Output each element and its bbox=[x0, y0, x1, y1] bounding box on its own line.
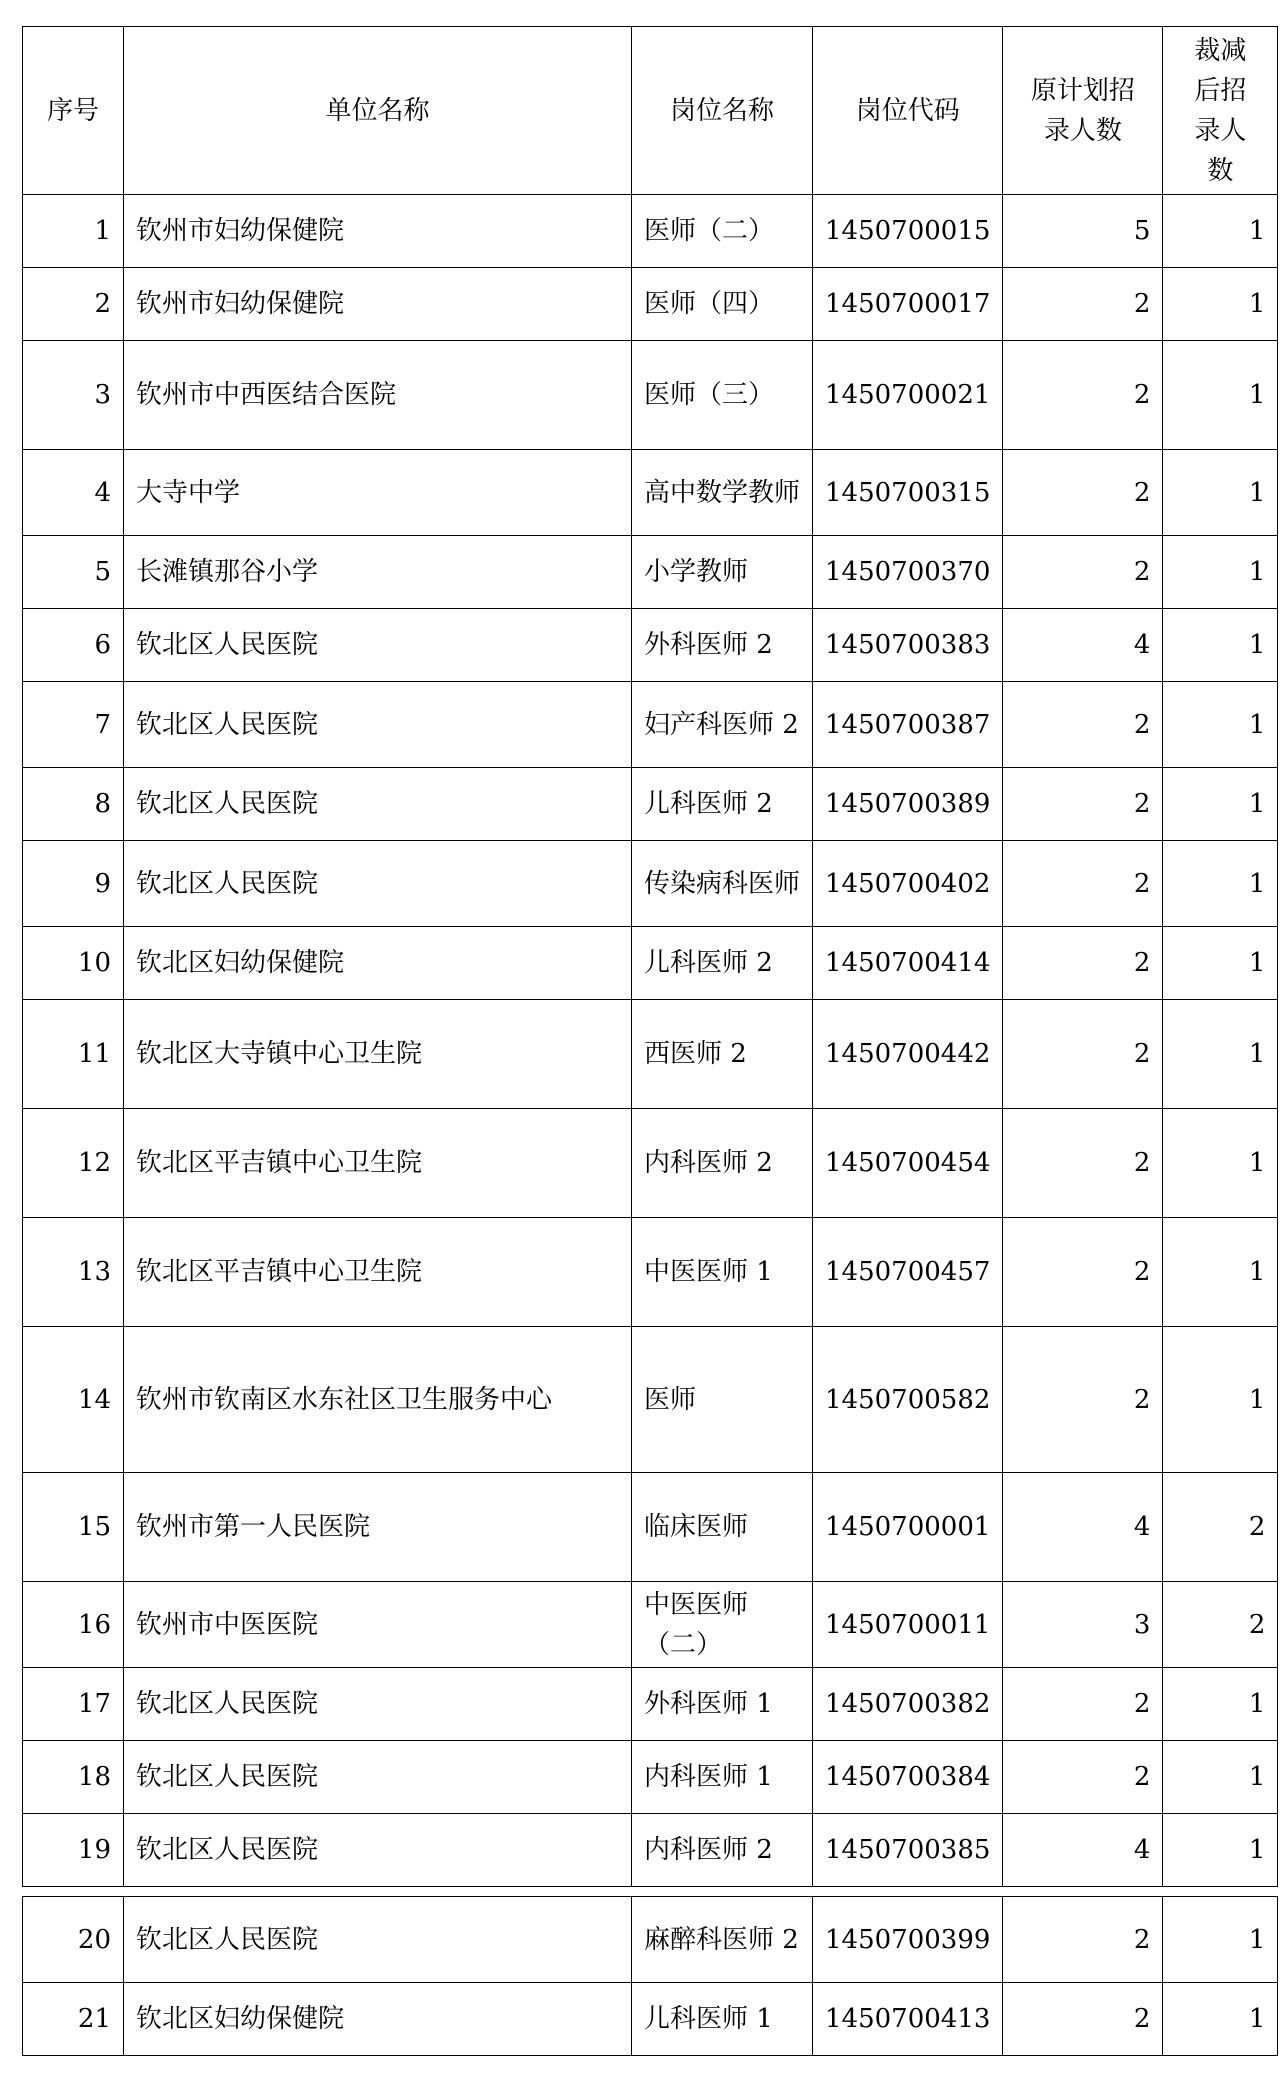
row-post-code: 1450700001 bbox=[813, 1473, 1003, 1582]
row-post-code: 1450700399 bbox=[813, 1897, 1003, 1983]
row-seq: 14 bbox=[23, 1327, 124, 1473]
row-after-count: 1 bbox=[1163, 768, 1278, 841]
row-seq: 9 bbox=[23, 841, 124, 927]
row-unit-name: 钦北区人民医院 bbox=[124, 1814, 632, 1887]
row-post-code: 1450700021 bbox=[813, 341, 1003, 450]
row-post-code: 1450700582 bbox=[813, 1327, 1003, 1473]
row-orig-count: 2 bbox=[1003, 841, 1163, 927]
row-orig-count: 2 bbox=[1003, 1668, 1163, 1741]
row-post-code: 1450700017 bbox=[813, 268, 1003, 341]
row-post-code: 1450700011 bbox=[813, 1582, 1003, 1668]
recruitment-table bbox=[22, 26, 1278, 1887]
row-after-count: 1 bbox=[1163, 927, 1278, 1000]
row-seq: 16 bbox=[23, 1582, 124, 1668]
row-post-code: 1450700402 bbox=[813, 841, 1003, 927]
row-post-name: 中医医师（二） bbox=[632, 1582, 813, 1668]
row-after-count: 1 bbox=[1163, 609, 1278, 682]
row-after-count: 1 bbox=[1163, 268, 1278, 341]
row-after-count: 1 bbox=[1163, 1897, 1278, 1983]
row-post-name: 医师（四） bbox=[632, 268, 813, 341]
table-row bbox=[23, 1814, 1278, 1887]
row-post-code: 1450700387 bbox=[813, 682, 1003, 768]
row-unit-name: 钦北区妇幼保健院 bbox=[124, 927, 632, 1000]
row-orig-count: 4 bbox=[1003, 1814, 1163, 1887]
row-post-code: 1450700385 bbox=[813, 1814, 1003, 1887]
table-row bbox=[23, 450, 1278, 536]
table-row bbox=[23, 682, 1278, 768]
row-orig-count: 4 bbox=[1003, 609, 1163, 682]
row-unit-name: 钦州市妇幼保健院 bbox=[124, 268, 632, 341]
table-row bbox=[23, 927, 1278, 1000]
row-seq: 8 bbox=[23, 768, 124, 841]
row-unit-name: 钦北区人民医院 bbox=[124, 682, 632, 768]
row-orig-count: 2 bbox=[1003, 1000, 1163, 1109]
row-post-name: 儿科医师 2 bbox=[632, 927, 813, 1000]
row-post-name: 内科医师 2 bbox=[632, 1814, 813, 1887]
row-post-name: 儿科医师 2 bbox=[632, 768, 813, 841]
row-after-count: 1 bbox=[1163, 536, 1278, 609]
table-row bbox=[23, 1000, 1278, 1109]
row-post-code: 1450700442 bbox=[813, 1000, 1003, 1109]
row-after-count: 1 bbox=[1163, 195, 1278, 268]
row-after-count: 1 bbox=[1163, 450, 1278, 536]
row-seq: 20 bbox=[23, 1897, 124, 1983]
header-after-count: 裁减后招录人数 bbox=[1163, 27, 1278, 195]
row-orig-count: 2 bbox=[1003, 536, 1163, 609]
row-post-name: 外科医师 2 bbox=[632, 609, 813, 682]
header-post: 岗位名称 bbox=[632, 27, 813, 195]
row-after-count: 1 bbox=[1163, 682, 1278, 768]
row-after-count: 1 bbox=[1163, 1983, 1278, 2056]
row-after-count: 1 bbox=[1163, 1000, 1278, 1109]
row-post-name: 妇产科医师 2 bbox=[632, 682, 813, 768]
row-after-count: 1 bbox=[1163, 841, 1278, 927]
row-seq: 7 bbox=[23, 682, 124, 768]
row-post-code: 1450700382 bbox=[813, 1668, 1003, 1741]
row-post-code: 1450700384 bbox=[813, 1741, 1003, 1814]
row-post-name: 临床医师 bbox=[632, 1473, 813, 1582]
row-post-code: 1450700454 bbox=[813, 1109, 1003, 1218]
row-unit-name: 钦北区妇幼保健院 bbox=[124, 1983, 632, 2056]
row-post-name: 医师 bbox=[632, 1327, 813, 1473]
row-unit-name: 钦北区人民医院 bbox=[124, 841, 632, 927]
row-seq: 11 bbox=[23, 1000, 124, 1109]
row-unit-name: 钦北区人民医院 bbox=[124, 1897, 632, 1983]
table-row bbox=[23, 341, 1278, 450]
row-unit-name: 钦州市钦南区水东社区卫生服务中心 bbox=[124, 1327, 632, 1473]
row-unit-name: 钦州市中西医结合医院 bbox=[124, 341, 632, 450]
row-orig-count: 2 bbox=[1003, 341, 1163, 450]
row-seq: 18 bbox=[23, 1741, 124, 1814]
row-seq: 21 bbox=[23, 1983, 124, 2056]
header-unit: 单位名称 bbox=[124, 27, 632, 195]
table-row bbox=[23, 195, 1278, 268]
table-row bbox=[23, 1668, 1278, 1741]
row-seq: 5 bbox=[23, 536, 124, 609]
row-after-count: 1 bbox=[1163, 341, 1278, 450]
row-post-name: 医师（二） bbox=[632, 195, 813, 268]
row-unit-name: 钦北区人民医院 bbox=[124, 1668, 632, 1741]
row-orig-count: 2 bbox=[1003, 768, 1163, 841]
row-post-code: 1450700370 bbox=[813, 536, 1003, 609]
row-seq: 4 bbox=[23, 450, 124, 536]
row-after-count: 2 bbox=[1163, 1582, 1278, 1668]
row-post-name: 医师（三） bbox=[632, 341, 813, 450]
row-orig-count: 2 bbox=[1003, 1897, 1163, 1983]
row-post-name: 传染病科医师 bbox=[632, 841, 813, 927]
row-orig-count: 2 bbox=[1003, 1741, 1163, 1814]
header-seq: 序号 bbox=[23, 27, 124, 195]
table-row bbox=[23, 1897, 1278, 1983]
table-row bbox=[23, 609, 1278, 682]
table-row bbox=[23, 268, 1278, 341]
row-post-name: 高中数学教师 bbox=[632, 450, 813, 536]
row-post-code: 1450700315 bbox=[813, 450, 1003, 536]
row-after-count: 1 bbox=[1163, 1327, 1278, 1473]
row-post-name: 麻醉科医师 2 bbox=[632, 1897, 813, 1983]
row-seq: 6 bbox=[23, 609, 124, 682]
row-post-code: 1450700414 bbox=[813, 927, 1003, 1000]
row-unit-name: 钦北区人民医院 bbox=[124, 768, 632, 841]
row-seq: 12 bbox=[23, 1109, 124, 1218]
table-row bbox=[23, 768, 1278, 841]
row-orig-count: 5 bbox=[1003, 195, 1163, 268]
table-row bbox=[23, 536, 1278, 609]
row-seq: 13 bbox=[23, 1218, 124, 1327]
row-orig-count: 2 bbox=[1003, 1983, 1163, 2056]
row-seq: 15 bbox=[23, 1473, 124, 1582]
row-orig-count: 4 bbox=[1003, 1473, 1163, 1582]
row-unit-name: 大寺中学 bbox=[124, 450, 632, 536]
row-orig-count: 2 bbox=[1003, 1109, 1163, 1218]
row-post-name: 外科医师 1 bbox=[632, 1668, 813, 1741]
row-post-code: 1450700457 bbox=[813, 1218, 1003, 1327]
row-unit-name: 长滩镇那谷小学 bbox=[124, 536, 632, 609]
row-orig-count: 2 bbox=[1003, 1218, 1163, 1327]
row-unit-name: 钦州市中医医院 bbox=[124, 1582, 632, 1668]
row-seq: 17 bbox=[23, 1668, 124, 1741]
row-seq: 3 bbox=[23, 341, 124, 450]
table-row bbox=[23, 1473, 1278, 1582]
row-unit-name: 钦北区大寺镇中心卫生院 bbox=[124, 1000, 632, 1109]
row-orig-count: 2 bbox=[1003, 927, 1163, 1000]
row-after-count: 1 bbox=[1163, 1109, 1278, 1218]
header-orig-count: 原计划招录人数 bbox=[1003, 27, 1163, 195]
table-row bbox=[23, 1741, 1278, 1814]
table-row bbox=[23, 1218, 1278, 1327]
row-after-count: 1 bbox=[1163, 1218, 1278, 1327]
row-orig-count: 2 bbox=[1003, 268, 1163, 341]
row-post-code: 1450700383 bbox=[813, 609, 1003, 682]
row-post-code: 1450700413 bbox=[813, 1983, 1003, 2056]
row-post-name: 中医医师 1 bbox=[632, 1218, 813, 1327]
table-row bbox=[23, 841, 1278, 927]
row-orig-count: 2 bbox=[1003, 682, 1163, 768]
table-row bbox=[23, 1582, 1278, 1668]
row-post-name: 西医师 2 bbox=[632, 1000, 813, 1109]
row-post-name: 内科医师 1 bbox=[632, 1741, 813, 1814]
row-orig-count: 2 bbox=[1003, 450, 1163, 536]
row-orig-count: 3 bbox=[1003, 1582, 1163, 1668]
row-post-code: 1450700015 bbox=[813, 195, 1003, 268]
row-post-name: 内科医师 2 bbox=[632, 1109, 813, 1218]
row-post-name: 小学教师 bbox=[632, 536, 813, 609]
row-orig-count: 2 bbox=[1003, 1327, 1163, 1473]
row-after-count: 1 bbox=[1163, 1814, 1278, 1887]
header-row bbox=[23, 27, 1278, 195]
table-row bbox=[23, 1983, 1278, 2056]
row-unit-name: 钦州市第一人民医院 bbox=[124, 1473, 632, 1582]
row-unit-name: 钦北区人民医院 bbox=[124, 1741, 632, 1814]
row-unit-name: 钦州市妇幼保健院 bbox=[124, 195, 632, 268]
header-code: 岗位代码 bbox=[813, 27, 1003, 195]
row-seq: 2 bbox=[23, 268, 124, 341]
row-after-count: 1 bbox=[1163, 1741, 1278, 1814]
row-unit-name: 钦北区平吉镇中心卫生院 bbox=[124, 1218, 632, 1327]
recruitment-table-continued bbox=[22, 1896, 1278, 2056]
table-row bbox=[23, 1109, 1278, 1218]
row-seq: 1 bbox=[23, 195, 124, 268]
row-post-name: 儿科医师 1 bbox=[632, 1983, 813, 2056]
row-after-count: 2 bbox=[1163, 1473, 1278, 1582]
row-after-count: 1 bbox=[1163, 1668, 1278, 1741]
row-seq: 19 bbox=[23, 1814, 124, 1887]
table-row bbox=[23, 1327, 1278, 1473]
row-post-code: 1450700389 bbox=[813, 768, 1003, 841]
row-unit-name: 钦北区平吉镇中心卫生院 bbox=[124, 1109, 632, 1218]
row-seq: 10 bbox=[23, 927, 124, 1000]
row-unit-name: 钦北区人民医院 bbox=[124, 609, 632, 682]
